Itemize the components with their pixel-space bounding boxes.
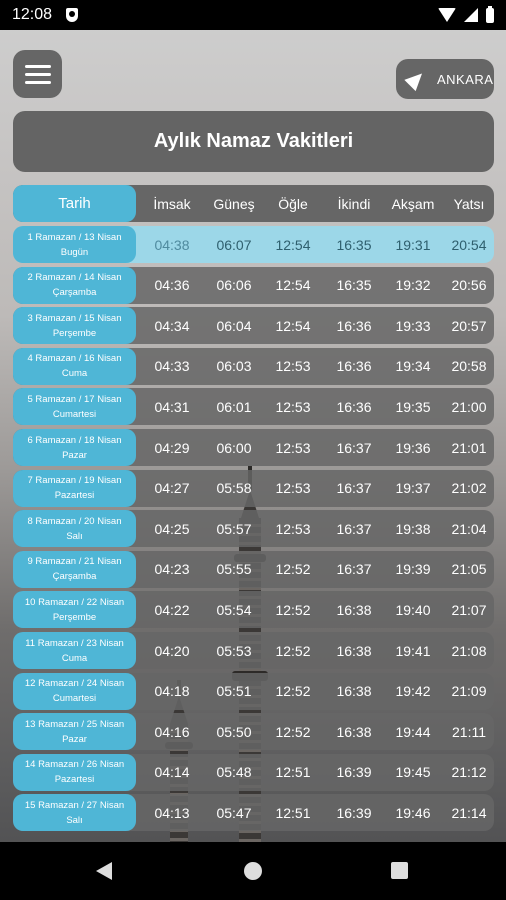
date-cell — [13, 591, 136, 628]
hamburger-menu-icon — [25, 65, 51, 68]
time-cell-gunes: 05:53 — [216, 642, 252, 659]
time-cell-imsak: 04:18 — [154, 683, 190, 700]
time-cell-imsak: 04:34 — [154, 317, 190, 334]
time-cell-ogle: 12:52 — [275, 683, 311, 700]
date-label: 13 Ramazan / 25 Nisan — [24, 718, 125, 730]
date-cell — [13, 348, 136, 385]
time-cell-gunes: 06:01 — [216, 398, 252, 415]
time-cell-ogle: 12:51 — [275, 764, 311, 781]
status-icons — [438, 8, 494, 23]
time-cell-gunes: 06:04 — [216, 317, 252, 334]
date-label: 1 Ramazan / 13 Nisan — [27, 231, 122, 243]
location-button[interactable] — [396, 59, 494, 99]
time-cell-yatsi: 21:07 — [451, 601, 487, 618]
time-cell-imsak: 04:31 — [154, 398, 190, 415]
date-label: 5 Ramazan / 17 Nisan — [27, 393, 122, 405]
day-label: Pazartesi — [54, 490, 95, 502]
time-cell-ogle: 12:52 — [275, 723, 311, 740]
time-cell-ogle: 12:54 — [275, 236, 311, 253]
column-header-date: Tarih — [13, 185, 136, 222]
signal-icon — [464, 8, 478, 22]
time-cell-gunes: 05:50 — [216, 723, 252, 740]
table-row — [13, 510, 494, 547]
time-cell-yatsi: 21:01 — [451, 439, 487, 456]
table-row — [13, 429, 494, 466]
time-cell-yatsi: 21:04 — [451, 520, 487, 537]
time-cell-aksam: 19:37 — [395, 480, 431, 497]
time-cell-yatsi: 20:54 — [451, 236, 487, 253]
date-label: 2 Ramazan / 14 Nisan — [27, 272, 122, 284]
time-cell-aksam: 19:42 — [395, 683, 431, 700]
time-cell-gunes: 05:47 — [216, 804, 252, 821]
time-cell-ogle: 12:53 — [275, 439, 311, 456]
date-cell — [13, 551, 136, 588]
time-cell-aksam: 19:40 — [395, 601, 431, 618]
date-cell — [13, 388, 136, 425]
time-cell-gunes: 05:57 — [216, 520, 252, 537]
time-cell-gunes: 05:54 — [216, 601, 252, 618]
day-label: Pazar — [62, 449, 87, 461]
date-label: 15 Ramazan / 27 Nisan — [24, 799, 125, 811]
city-label: ANKARA — [437, 71, 494, 87]
page-title-card — [13, 111, 494, 172]
recents-square-icon[interactable] — [391, 862, 408, 879]
day-label: Cumartesi — [52, 408, 97, 420]
date-label: 6 Ramazan / 18 Nisan — [27, 434, 122, 446]
time-cell-aksam: 19:31 — [395, 236, 431, 253]
day-label: Perşembe — [52, 611, 97, 623]
time-cell-imsak: 04:27 — [154, 480, 190, 497]
battery-icon — [486, 8, 494, 23]
table-row — [13, 591, 494, 628]
status-time: 12:08 — [12, 6, 53, 23]
time-cell-ikindi: 16:35 — [336, 277, 372, 294]
table-row — [13, 267, 494, 304]
column-header-imsak: İmsak — [153, 195, 191, 212]
time-cell-gunes: 05:58 — [216, 480, 252, 497]
date-cell — [13, 794, 136, 831]
date-cell — [13, 429, 136, 466]
day-label: Perşembe — [52, 327, 97, 339]
time-cell-yatsi: 21:14 — [451, 804, 487, 821]
time-cell-ikindi: 16:38 — [336, 723, 372, 740]
column-header-ikindi: İkindi — [337, 195, 371, 212]
time-cell-ogle: 12:53 — [275, 358, 311, 375]
date-label: 14 Ramazan / 26 Nisan — [24, 759, 125, 771]
time-cell-imsak: 04:29 — [154, 439, 190, 456]
column-header-gunes: Güneş — [213, 195, 255, 212]
time-cell-imsak: 04:33 — [154, 358, 190, 375]
date-cell — [13, 267, 136, 304]
time-cell-aksam: 19:38 — [395, 520, 431, 537]
date-cell — [13, 307, 136, 344]
time-cell-yatsi: 20:58 — [451, 358, 487, 375]
date-label: 9 Ramazan / 21 Nisan — [27, 556, 122, 568]
time-cell-aksam: 19:46 — [395, 804, 431, 821]
time-cell-aksam: 19:36 — [395, 439, 431, 456]
time-cell-ogle: 12:52 — [275, 561, 311, 578]
date-cell — [13, 226, 136, 263]
home-circle-icon[interactable] — [244, 862, 262, 880]
time-cell-yatsi: 21:12 — [451, 764, 487, 781]
time-cell-ikindi: 16:37 — [336, 439, 372, 456]
time-cell-ikindi: 16:37 — [336, 520, 372, 537]
time-cell-gunes: 06:06 — [216, 277, 252, 294]
time-cell-ikindi: 16:36 — [336, 358, 372, 375]
shield-icon — [66, 8, 78, 22]
time-cell-yatsi: 21:00 — [451, 398, 487, 415]
time-cell-ogle: 12:52 — [275, 642, 311, 659]
column-header-aksam: Akşam — [391, 195, 435, 212]
date-label: 10 Ramazan / 22 Nisan — [24, 596, 125, 608]
table-row — [13, 470, 494, 507]
time-cell-imsak: 04:36 — [154, 277, 190, 294]
time-cell-ikindi: 16:37 — [336, 480, 372, 497]
day-label: Bugün — [60, 246, 89, 258]
time-cell-imsak: 04:25 — [154, 520, 190, 537]
table-row — [13, 794, 494, 831]
time-cell-gunes: 05:55 — [216, 561, 252, 578]
time-cell-aksam: 19:35 — [395, 398, 431, 415]
time-cell-aksam: 19:41 — [395, 642, 431, 659]
day-label: Pazar — [62, 733, 87, 745]
time-cell-gunes: 06:03 — [216, 358, 252, 375]
time-cell-ikindi: 16:38 — [336, 642, 372, 659]
day-label: Cumartesi — [52, 693, 97, 705]
day-label: Salı — [66, 814, 83, 826]
date-cell — [13, 713, 136, 750]
time-cell-ogle: 12:54 — [275, 277, 311, 294]
date-cell — [13, 470, 136, 507]
table-row — [13, 226, 494, 263]
time-cell-imsak: 04:14 — [154, 764, 190, 781]
date-label: 8 Ramazan / 20 Nisan — [27, 515, 122, 527]
wifi-icon — [438, 8, 456, 22]
time-cell-ikindi: 16:36 — [336, 317, 372, 334]
time-cell-gunes: 06:00 — [216, 439, 252, 456]
date-label: 4 Ramazan / 16 Nisan — [27, 353, 122, 365]
time-cell-ikindi: 16:38 — [336, 601, 372, 618]
time-cell-ikindi: 16:39 — [336, 764, 372, 781]
table-row — [13, 307, 494, 344]
table-row — [13, 754, 494, 791]
column-header-yatsi: Yatsı — [453, 195, 485, 212]
time-cell-imsak: 04:16 — [154, 723, 190, 740]
date-label: 7 Ramazan / 19 Nisan — [27, 475, 122, 487]
day-label: Cuma — [61, 652, 88, 664]
time-cell-ogle: 12:53 — [275, 398, 311, 415]
time-cell-imsak: 04:38 — [154, 236, 190, 253]
date-cell — [13, 673, 136, 710]
time-cell-aksam: 19:39 — [395, 561, 431, 578]
time-cell-yatsi: 21:11 — [452, 723, 486, 740]
time-cell-imsak: 04:23 — [154, 561, 190, 578]
time-cell-ikindi: 16:38 — [336, 683, 372, 700]
table-row — [13, 632, 494, 669]
day-label: Cuma — [61, 368, 88, 380]
back-triangle-icon[interactable] — [96, 862, 112, 880]
day-label: Salı — [66, 530, 83, 542]
date-cell — [13, 510, 136, 547]
system-nav-bar — [0, 842, 506, 900]
time-cell-yatsi: 21:05 — [451, 561, 487, 578]
time-cell-aksam: 19:32 — [395, 277, 431, 294]
time-cell-imsak: 04:20 — [154, 642, 190, 659]
time-cell-ikindi: 16:35 — [336, 236, 372, 253]
time-cell-aksam: 19:45 — [395, 764, 431, 781]
day-label: Çarşamba — [52, 571, 97, 583]
time-cell-aksam: 19:33 — [395, 317, 431, 334]
time-cell-gunes: 05:48 — [216, 764, 252, 781]
day-label: Çarşamba — [52, 287, 97, 299]
table-row — [13, 713, 494, 750]
navigation-arrow-icon — [404, 67, 427, 90]
table-row — [13, 348, 494, 385]
time-cell-imsak: 04:13 — [154, 804, 190, 821]
time-cell-yatsi: 21:08 — [451, 642, 487, 659]
date-label: 11 Ramazan / 23 Nisan — [25, 637, 124, 649]
time-cell-ogle: 12:53 — [275, 480, 311, 497]
time-cell-ikindi: 16:37 — [336, 561, 372, 578]
time-cell-gunes: 05:51 — [216, 683, 252, 700]
time-cell-imsak: 04:22 — [154, 601, 190, 618]
time-cell-yatsi: 20:57 — [451, 317, 487, 334]
time-cell-yatsi: 21:09 — [451, 683, 487, 700]
column-header-ogle: Öğle — [278, 195, 308, 212]
table-header — [13, 185, 494, 222]
table-row — [13, 673, 494, 710]
time-cell-aksam: 19:44 — [395, 723, 431, 740]
time-cell-yatsi: 21:02 — [451, 480, 487, 497]
time-cell-ogle: 12:54 — [275, 317, 311, 334]
day-label: Pazartesi — [54, 774, 95, 786]
time-cell-ikindi: 16:39 — [336, 804, 372, 821]
date-cell — [13, 754, 136, 791]
time-cell-ogle: 12:51 — [275, 804, 311, 821]
time-cell-yatsi: 20:56 — [451, 277, 487, 294]
table-row — [13, 388, 494, 425]
table-row — [13, 551, 494, 588]
status-bar — [0, 0, 506, 30]
date-label: 3 Ramazan / 15 Nisan — [27, 312, 122, 324]
time-cell-aksam: 19:34 — [395, 358, 431, 375]
page-title: Aylık Namaz Vakitleri — [153, 130, 354, 152]
menu-button[interactable] — [13, 50, 62, 98]
date-label: 12 Ramazan / 24 Nisan — [24, 678, 125, 690]
time-cell-ogle: 12:53 — [275, 520, 311, 537]
date-cell — [13, 632, 136, 669]
time-cell-ogle: 12:52 — [275, 601, 311, 618]
time-cell-gunes: 06:07 — [216, 236, 252, 253]
time-cell-ikindi: 16:36 — [336, 398, 372, 415]
